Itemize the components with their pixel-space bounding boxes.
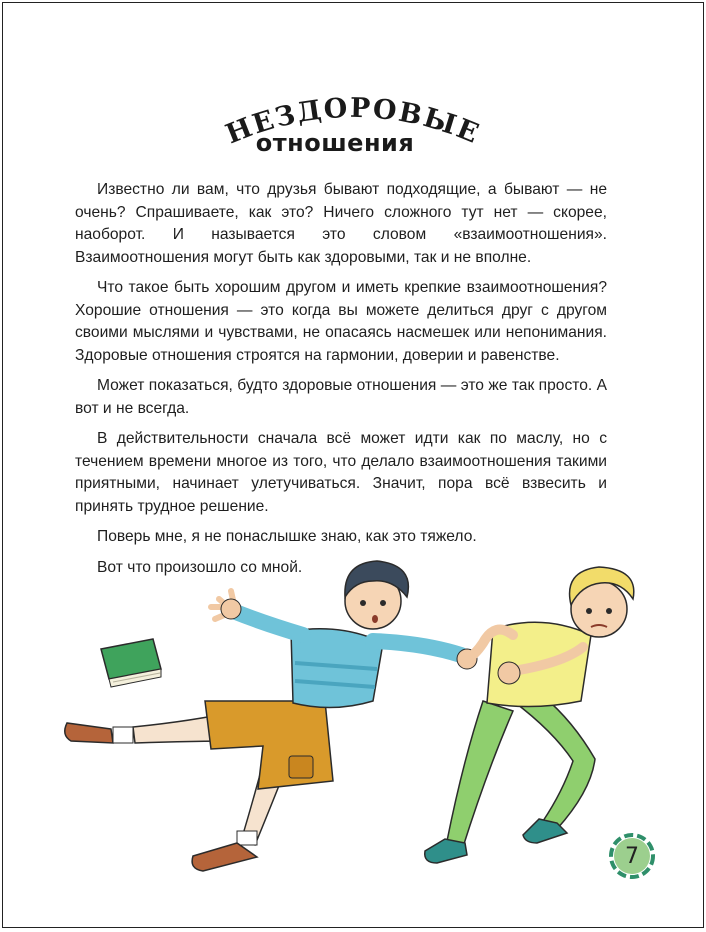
body-text xyxy=(75,179,607,587)
book-page xyxy=(2,2,704,928)
page-number: 7 xyxy=(614,838,650,874)
boy-yellow-shirt xyxy=(425,567,634,863)
paragraph: В действительности сначала всё может идти как по маслу, но с течением времени многое из того, что делало взаимоотношения такими приятными, начинает улетучиваться. Значит, пора всё взвесить и принять трудное решение. xyxy=(75,430,607,515)
paragraph: Вот что произошло со мной. xyxy=(97,558,303,576)
two-boys-fighting-illustration xyxy=(43,551,643,881)
paragraph: Известно ли вам, что друзья бывают подходящие, а бывают — не очень? Спрашиваете, как это? Ничего сложного тут нет — скорее, наоборот. И называется это словом «взаимоотношения». Взаимоотношения могут быть как здоровыми, так и не вполне. xyxy=(75,181,607,266)
green-book-icon xyxy=(101,639,161,687)
title-line2: отношения xyxy=(255,129,415,157)
title-line1: НЕЗДОРОВЫЕ xyxy=(221,92,485,151)
paragraph: Поверь мне, я не понаслышке знаю, как это тяжело. xyxy=(97,528,477,545)
boy-blue-shirt xyxy=(65,561,477,871)
paragraph: Что такое быть хорошим другом и иметь крепкие взаимоотношения? Хорошие отношения — это когда вы можете делиться друг с другом своими мыслями и чувствами, не опасаясь насмешек или непонимания. Здоровые отношения строятся на гармонии, доверии и равенстве. xyxy=(75,279,607,364)
paragraph: Может показаться, будто здоровые отношения — это же так просто. А вот и не всегда. xyxy=(75,377,607,417)
page-number-badge xyxy=(609,833,655,879)
